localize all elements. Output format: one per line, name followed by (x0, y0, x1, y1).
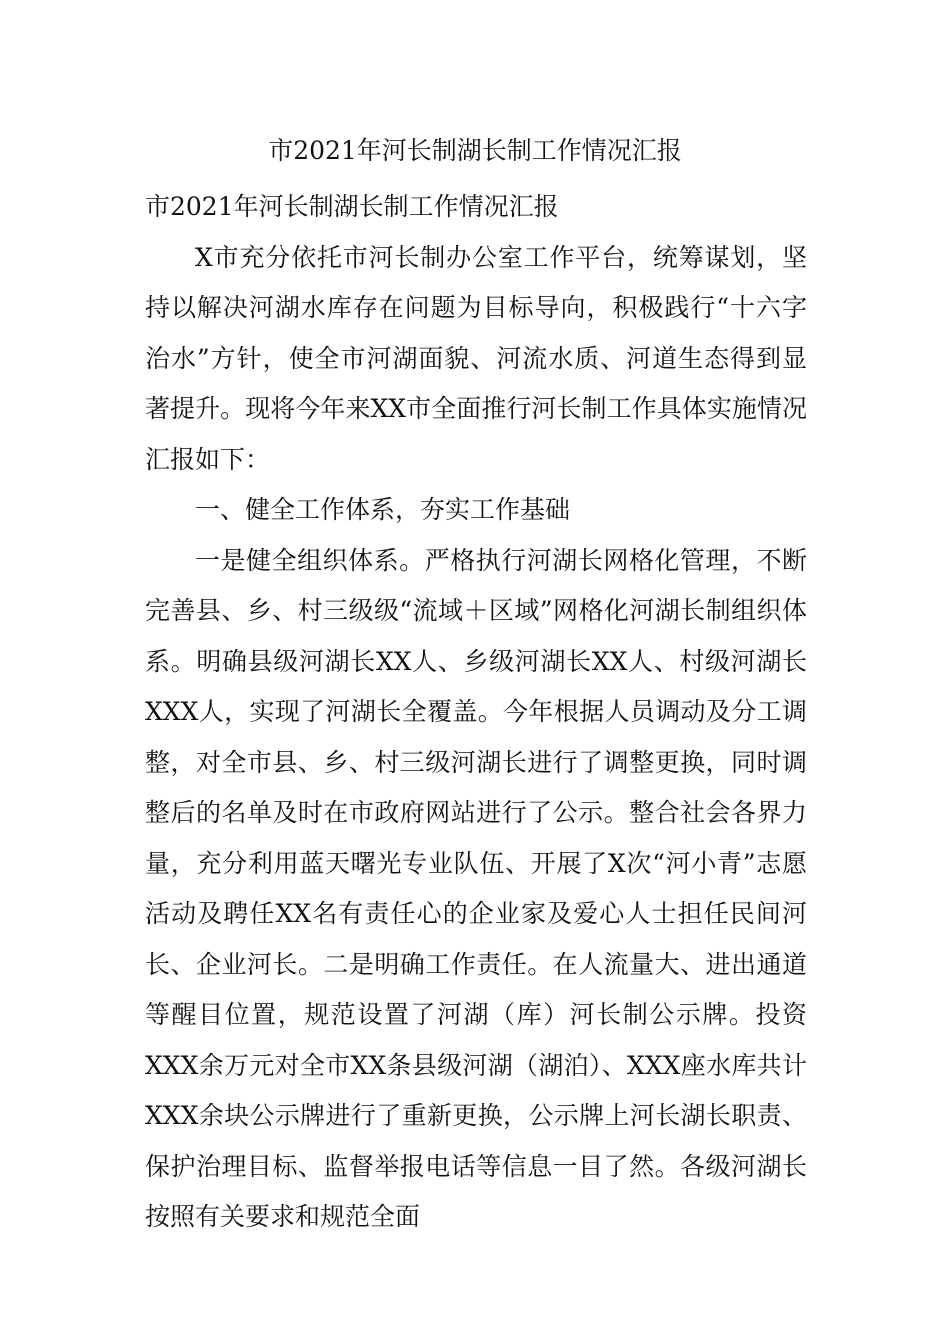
document-body (145, 182, 807, 1243)
paragraph-organization: 一是健全组织体系。严格执行河湖长网格化管理，不断完善县、乡、村三级级“流域＋区域”网格化河湖长制组织体系。明确县级河湖长XX人、乡级河湖长XX人、村级河湖长XXX人，实现了河湖长全覆盖。今年根据人员调动及分工调整，对全市县、乡、村三级河湖长进行了调整更换，同时调整后的名单及时在市政府网站进行了公示。整合社会各界力量，充分利用蓝天曙光专业队伍、开展了X次“河小青”志愿活动及聘任XX名有责任心的企业家及爱心人士担任民间河长、企业河长。二是明确工作责任。在人流量大、进出通道等醒目位置，规范设置了河湖（库）河长制公示牌。投资XXX余万元对全市XX条县级河湖（湖泊）、XXX座水库共计XXX余块公示牌进行了重新更换，公示牌上河长湖长职责、保护治理目标、监督举报电话等信息一目了然。各级河湖长按照有关要求和规范全面 (145, 545, 807, 1231)
document-subtitle: 市2021年河长制湖长制工作情况汇报 (145, 192, 559, 221)
section-heading-1: 一、健全工作体系，夯实工作基础 (195, 495, 571, 524)
paragraph-intro: X市充分依托市河长制办公室工作平台，统筹谋划，坚持以解决河湖水库存在问题为目标导向，积极践行“十六字治水”方针，使全市河湖面貌、河流水质、河道生态得到显著提升。现将今年来XX市全面推行河长制工作具体实施情况汇报如下： (145, 242, 807, 474)
document-title: 市2021年河长制湖长制工作情况汇报 (268, 136, 682, 165)
